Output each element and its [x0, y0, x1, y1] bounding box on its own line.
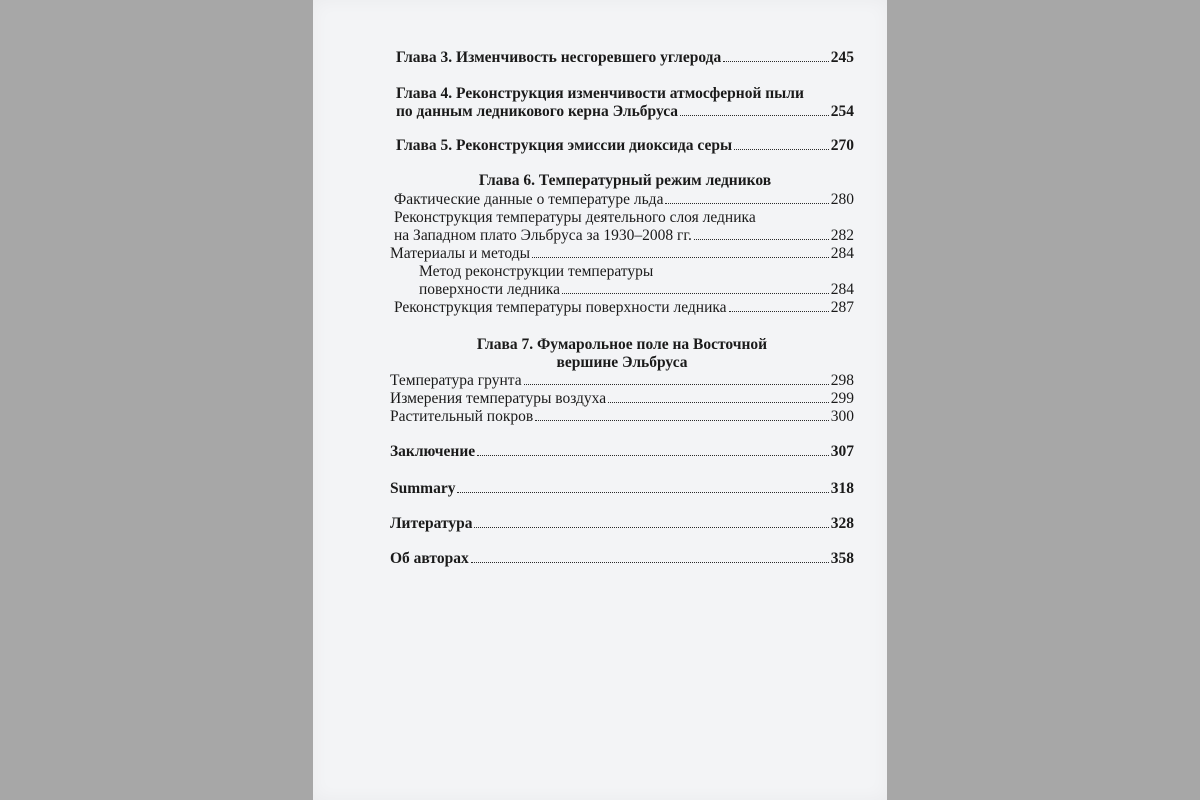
toc-page-number: 298	[830, 372, 854, 389]
chapter-7-heading-line1: Глава 7. Фумарольное поле на Восточной	[476, 336, 768, 353]
toc-page-number: 299	[830, 390, 854, 407]
toc-entry-active-layer	[394, 227, 854, 245]
book-page	[313, 0, 887, 800]
toc-page-number: 280	[830, 191, 854, 208]
toc-entry-vegetation-cover	[390, 408, 854, 426]
dot-leader	[694, 239, 829, 240]
dot-leader	[535, 420, 829, 421]
toc-entry-title: поверхности ледника	[419, 281, 560, 298]
toc-entry-title: Температура грунта	[390, 372, 522, 389]
toc-entry-title: Растительный покров	[390, 408, 534, 425]
dot-leader	[608, 402, 829, 403]
toc-page-number: 284	[830, 245, 854, 262]
toc-entry-literature	[390, 515, 854, 533]
toc-entry-title: по данным ледникового керна Эльбруса	[396, 103, 679, 120]
toc-page-number: 358	[830, 550, 854, 567]
dot-leader	[477, 455, 829, 456]
toc-page-number: 300	[830, 408, 854, 425]
toc-page-number: 328	[830, 515, 854, 532]
toc-entry-title: Глава 3. Изменчивость несгоревшего углерода	[396, 49, 722, 66]
toc-entry-title: Измерения температуры воздуха	[390, 390, 607, 407]
toc-page-number: 307	[830, 443, 854, 460]
toc-entry-soil-temperature	[390, 372, 854, 390]
dot-leader	[524, 384, 829, 385]
toc-entry-about-authors	[390, 550, 854, 568]
toc-entry-reconstruction-method-line1: Метод реконструкции температуры	[419, 263, 654, 280]
dot-leader	[665, 203, 828, 204]
toc-entry-surface-temperature	[394, 299, 854, 317]
dot-leader	[562, 293, 829, 294]
toc-entry-chapter-3	[396, 49, 854, 67]
toc-entry-air-temperature	[390, 390, 854, 408]
chapter-6-heading: Глава 6. Температурный режим ледников	[478, 172, 772, 189]
toc-entry-chapter-4	[396, 103, 854, 121]
dot-leader	[474, 527, 828, 528]
toc-entry-title: Summary	[390, 480, 456, 497]
toc-entry-title: Глава 5. Реконструкция эмиссии диоксида серы	[396, 137, 733, 154]
dot-leader	[729, 311, 829, 312]
toc-entry-title: на Западном плато Эльбруса за 1930–2008 гг.	[394, 227, 692, 244]
toc-page-number: 282	[830, 227, 854, 244]
dot-leader	[532, 257, 829, 258]
toc-entry-ice-temperature-data	[394, 191, 854, 209]
dot-leader	[471, 562, 829, 563]
toc-entry-title: Фактические данные о температуре льда	[394, 191, 664, 208]
dot-leader	[723, 61, 829, 62]
dot-leader	[734, 149, 829, 150]
toc-entry-chapter-4-line1: Глава 4. Реконструкция изменчивости атмосферной пыли	[396, 85, 804, 102]
toc-entry-active-layer-line1: Реконструкция температуры деятельного слоя ледника	[394, 209, 756, 226]
toc-entry-summary	[390, 480, 854, 498]
toc-entry-title: Литература	[390, 515, 473, 532]
chapter-7-heading-line2: вершине Эльбруса	[556, 354, 688, 371]
toc-page-number: 287	[830, 299, 854, 316]
toc-page-number: 318	[830, 480, 854, 497]
toc-entry-reconstruction-method	[419, 281, 854, 299]
toc-page-number: 270	[830, 137, 854, 154]
toc-entry-materials-methods	[390, 245, 854, 263]
toc-entry-title: Реконструкция температуры поверхности ледника	[394, 299, 727, 316]
table-of-contents	[390, 0, 854, 800]
dot-leader	[680, 115, 829, 116]
dot-leader	[457, 492, 828, 493]
toc-entry-title: Материалы и методы	[390, 245, 531, 262]
toc-page-number: 245	[830, 49, 854, 66]
toc-page-number: 254	[830, 103, 854, 120]
toc-entry-conclusion	[390, 443, 854, 461]
toc-entry-title: Об авторах	[390, 550, 469, 567]
toc-page-number: 284	[830, 281, 854, 298]
toc-entry-title: Заключение	[390, 443, 476, 460]
toc-entry-chapter-5	[396, 137, 854, 155]
